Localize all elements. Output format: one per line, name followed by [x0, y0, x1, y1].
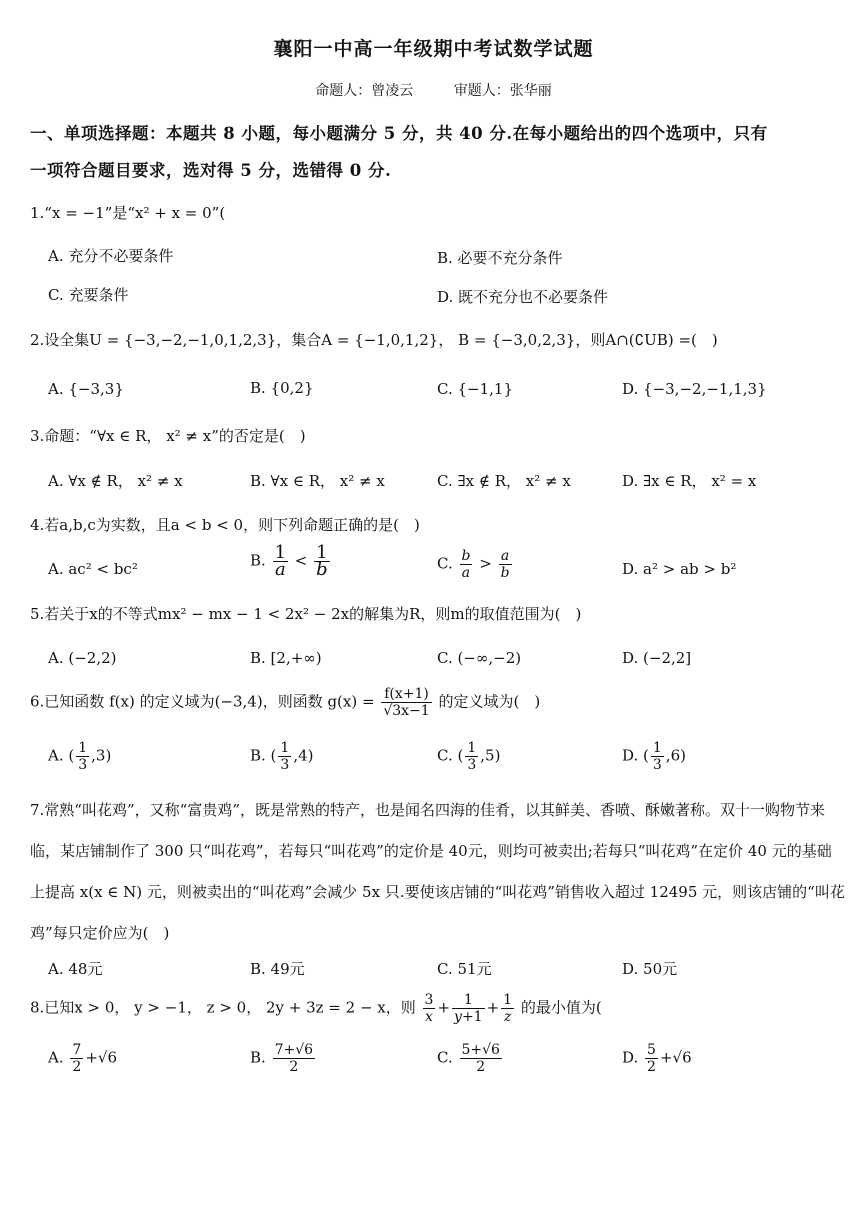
- q6-option-c[interactable]: [437, 740, 500, 773]
- q6-option-d[interactable]: [622, 740, 686, 773]
- q6-option-c-frac: $\frac{1}{3}$: [467, 740, 477, 773]
- q3-option-c[interactable]: C. ∃x ∉ R， x² ≠ x: [437, 472, 571, 490]
- q7-option-b[interactable]: B. 49元: [250, 960, 305, 978]
- q3-option-a[interactable]: A. ∀x ∉ R， x² ≠ x: [48, 472, 183, 490]
- q6-option-c-label: C. (: [437, 746, 464, 765]
- question-6-stem: [30, 686, 845, 719]
- q5-option-b[interactable]: B. [2,+∞): [250, 649, 322, 667]
- q4-option-c-frac-right: $\frac{a}{b}$: [500, 548, 510, 581]
- q1-option-d[interactable]: D. 既不充分也不必要条件: [437, 288, 609, 306]
- q4-option-a[interactable]: A. ac² < bc²: [48, 560, 138, 578]
- q4-option-c-label: C.: [437, 554, 453, 573]
- q6-option-c-end: ,5): [480, 746, 501, 765]
- q4-option-b-label: B.: [250, 551, 266, 570]
- q4-option-c-frac-left: $\frac{b}{a}$: [461, 548, 471, 581]
- q4-option-d[interactable]: D. a² > ab > b²: [622, 560, 737, 578]
- q2-option-b[interactable]: B. {0,2}: [250, 379, 314, 397]
- q8-option-d[interactable]: D. $\frac{5}{2}$ +√6: [622, 1042, 692, 1075]
- authors-line: [0, 80, 867, 100]
- section-heading-line2: 一项符合题目要求，选对得 5 分，选错得 0 分.: [30, 161, 392, 180]
- question-7-stem: 7.常熟“叫花鸡”，又称“富贵鸡”，既是常熟的特产，也是闻名四海的佳肴，以其鲜美、香喷、酥嫩著称。双十一购物节来临，某店铺制作了 300 只“叫花鸡”，若每只“叫花鸡”的定价是 40元，则均可被卖出;若每只“叫花鸡”在定价 40 元的基础上提高 x(x ∈ N) 元，则被卖出的“叫花鸡”会减少 5x 只.要使该店铺的“叫花鸡”销售收入超过 12495 元，则该店铺的“叫花鸡”每只定价应为( ): [30, 801, 845, 942]
- q1-option-b[interactable]: B. 必要不充分条件: [437, 249, 563, 267]
- q8-option-c-frac: $\frac{5+√6}{2}$: [461, 1042, 500, 1075]
- q6-option-b[interactable]: [250, 740, 314, 773]
- q8-frac-3: $\frac{1}{z}$: [503, 992, 513, 1025]
- question-8-stem: 8.已知x > 0， y > −1， z > 0， 2y + 3z = 2 − x，则 $\frac{3}{x}$ + $\frac{1}{y+1}$ + $\frac{1}{z}$ 的最小值为(: [30, 992, 602, 1025]
- q6-stem-fraction: [381, 686, 431, 719]
- q4-option-b-frac-right: $\frac{1}{b}$: [316, 542, 328, 580]
- q6-stem-num: f(x+1): [381, 686, 431, 703]
- q6-stem-part2: 的定义域为( ): [438, 692, 541, 711]
- q6-option-a-end: ,3): [91, 746, 112, 765]
- setter: 命题人：曾凌云: [315, 83, 414, 99]
- q8-option-d-label: D.: [622, 1048, 639, 1067]
- q8-option-a[interactable]: A. $\frac{7}{2}$ +√6: [48, 1042, 117, 1075]
- question-5-stem: 5.若关于x的不等式mx² − mx − 1 < 2x² − 2x的解集为R，则m的取值范围为( ): [30, 605, 582, 623]
- question-4-stem: 4.若a,b,c为实数，且a < b < 0，则下列命题正确的是( ): [30, 516, 420, 534]
- q1-option-c[interactable]: C. 充要条件: [48, 286, 129, 304]
- q8-option-c[interactable]: [437, 1042, 504, 1075]
- q6-option-b-label: B. (: [250, 746, 277, 765]
- q6-option-b-end: ,4): [293, 746, 314, 765]
- q8-frac-1: $\frac{3}{x}$: [424, 992, 434, 1025]
- q6-option-a[interactable]: [48, 740, 111, 773]
- q6-option-d-end: ,6): [665, 746, 686, 765]
- section-heading-line1: 一、单项选择题：本题共 8 小题，每小题满分 5 分，共 40 分.在每小题给出的四个选项中，只有: [30, 124, 768, 143]
- q7-option-d[interactable]: D. 50元: [622, 960, 678, 978]
- q4-option-b[interactable]: B. $\frac{1}{a}$ < $\frac{1}{b}$: [250, 542, 328, 580]
- question-2-stem: 2.设全集U = {−3,−2,−1,0,1,2,3}，集合A = {−1,0,1,2}， B = {−3,0,2,3}，则A∩(∁UB) =( ): [30, 331, 718, 349]
- q8-option-a-label: A.: [48, 1048, 64, 1067]
- q8-option-b-label: B.: [250, 1048, 266, 1067]
- q8-option-a-frac: $\frac{7}{2}$: [72, 1042, 82, 1075]
- q1-option-a[interactable]: A. 充分不必要条件: [48, 247, 174, 265]
- q5-option-c[interactable]: C. (−∞,−2): [437, 649, 522, 667]
- q5-option-d[interactable]: D. (−2,2]: [622, 649, 692, 667]
- q7-option-c[interactable]: C. 51元: [437, 960, 492, 978]
- question-1-stem: 1.“x = −1”是“x² + x = 0”(: [30, 204, 226, 222]
- q8-frac-2: $\frac{1}{y+1}$: [454, 992, 483, 1025]
- q8-option-d-frac: $\frac{5}{2}$: [647, 1042, 656, 1075]
- q4-option-c[interactable]: C. $\frac{b}{a}$ > $\frac{a}{b}$: [437, 548, 510, 581]
- q8-option-c-label: C.: [437, 1048, 453, 1067]
- reviewer: 审题人：张华丽: [453, 83, 552, 99]
- q4-option-b-frac-left: $\frac{1}{a}$: [274, 542, 287, 580]
- q8-option-b-frac: $\frac{7+√6}{2}$: [274, 1042, 314, 1075]
- q6-option-d-frac: $\frac{1}{3}$: [652, 740, 662, 773]
- q6-option-d-label: D. (: [622, 746, 649, 765]
- q6-option-a-frac: $\frac{1}{3}$: [78, 740, 88, 773]
- q6-option-b-frac: $\frac{1}{3}$: [280, 740, 290, 773]
- q8-stem-part1: 8.已知x > 0， y > −1， z > 0， 2y + 3z = 2 − x，则: [30, 998, 416, 1017]
- q3-option-b[interactable]: B. ∀x ∈ R， x² ≠ x: [250, 472, 385, 490]
- q6-option-a-label: A. (: [48, 746, 75, 765]
- q8-option-b[interactable]: [250, 1042, 317, 1075]
- exam-title: 襄阳一中高一年级期中考试数学试题: [273, 38, 594, 60]
- q7-option-a[interactable]: A. 48元: [48, 960, 103, 978]
- q3-option-d[interactable]: D. ∃x ∈ R， x² = x: [622, 472, 757, 490]
- q2-option-c[interactable]: C. {−1,1}: [437, 380, 513, 398]
- q2-option-d[interactable]: D. {−3,−2,−1,1,3}: [622, 380, 767, 398]
- q5-option-a[interactable]: A. (−2,2): [48, 649, 117, 667]
- q6-stem-part1: 6.已知函数 f(x) 的定义域为(−3,4)，则函数 g(x) =: [30, 692, 375, 711]
- q8-stem-part2: 的最小值为(: [520, 998, 602, 1017]
- q6-stem-den: √3x−1: [383, 703, 430, 719]
- q2-option-a[interactable]: A. {−3,3}: [48, 380, 124, 398]
- question-3-stem: 3.命题：“∀x ∈ R， x² ≠ x”的否定是( ): [30, 427, 306, 445]
